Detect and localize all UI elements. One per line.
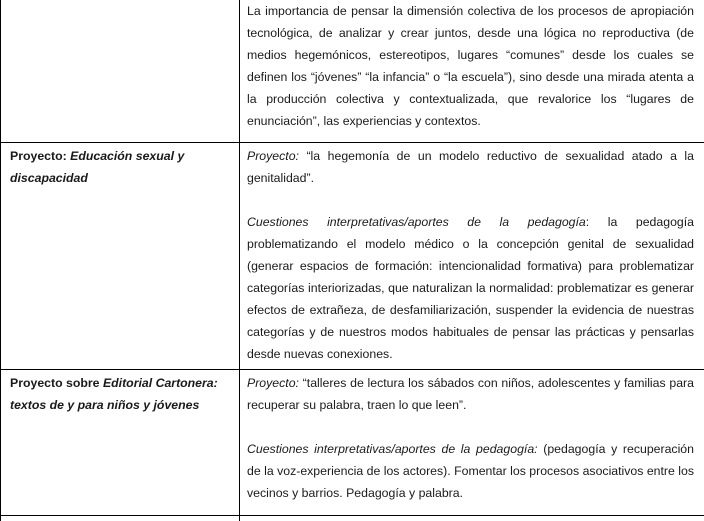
row2-cuestiones <box>247 438 694 504</box>
row1-right-cell <box>247 145 694 365</box>
row2-cuestiones-text: (pedagogía y recuperación de la voz-experiencia de los actores). Fomentar los procesos asociativos entre los vecinos y barrios. Pedagogía y palabra. <box>247 442 694 500</box>
row-divider <box>0 142 704 143</box>
row2-prefix: Proyecto sobre <box>10 376 103 390</box>
row2-right-cell <box>247 372 694 504</box>
row2-proyecto-label: Proyecto: <box>247 376 299 390</box>
table-border-left <box>0 0 1 521</box>
row1-cuestiones <box>247 211 694 365</box>
row-divider <box>0 515 704 516</box>
row1-prefix: Proyecto: <box>10 149 71 163</box>
row2-title: Editorial Cartonera: textos de y para niños y jóvenes <box>10 376 218 412</box>
row1-proyecto-text: “la hegemonía de un modelo reductivo de sexualidad atado a la genitalidad”. <box>247 149 694 185</box>
row2-cuestiones-label: Cuestiones interpretativas/aportes de la pedagogía: <box>247 442 538 456</box>
table-column-divider <box>239 0 240 521</box>
row1-title: Educación sexual y discapacidad <box>10 149 185 185</box>
row1-cuestiones-text: : la pedagogía problematizando el modelo médico o la concepción genital de sexualidad (generar espacios de formación: intencionalidad formativa) para problematizar categorías interiorizadas, que naturalizan la normalidad: problematizar es generar efectos de extrañeza, de desfamiliarización, suspender la evidencia de nuestras categorías y de nuestros modos habituales de pensar las prácticas y pensarlas desde nuevas conexiones. <box>247 215 695 361</box>
row0-right-cell <box>247 0 694 132</box>
row0-text: La importancia de pensar la dimensión colectiva de los procesos de apropiación tecnológica, de analizar y crear juntos, desde una lógica no reproductiva (de medios hegemónicos, estereotipos, lugares “comunes” desde los cuales se definen los “jóvenes” “la infancia” o “la escuela”), sino desde una mirada atenta a la producción colectiva y contextualizada, que revalorice los “lugares de enunciación”, las experiencias y contextos. <box>247 4 694 128</box>
row2-proyecto <box>247 372 694 416</box>
row2-left-cell <box>10 372 230 416</box>
row2-proyecto-text: “talleres de lectura los sábados con niños, adolescentes y familias para recuperar su palabra, traen lo que leen”. <box>247 376 694 412</box>
row1-proyecto <box>247 145 694 189</box>
row1-proyecto-label: Proyecto: <box>247 149 299 163</box>
row-divider <box>0 369 704 370</box>
row1-cuestiones-label: Cuestiones interpretativas/aportes de la pedagogía <box>247 215 586 229</box>
row1-left-cell <box>10 145 230 189</box>
